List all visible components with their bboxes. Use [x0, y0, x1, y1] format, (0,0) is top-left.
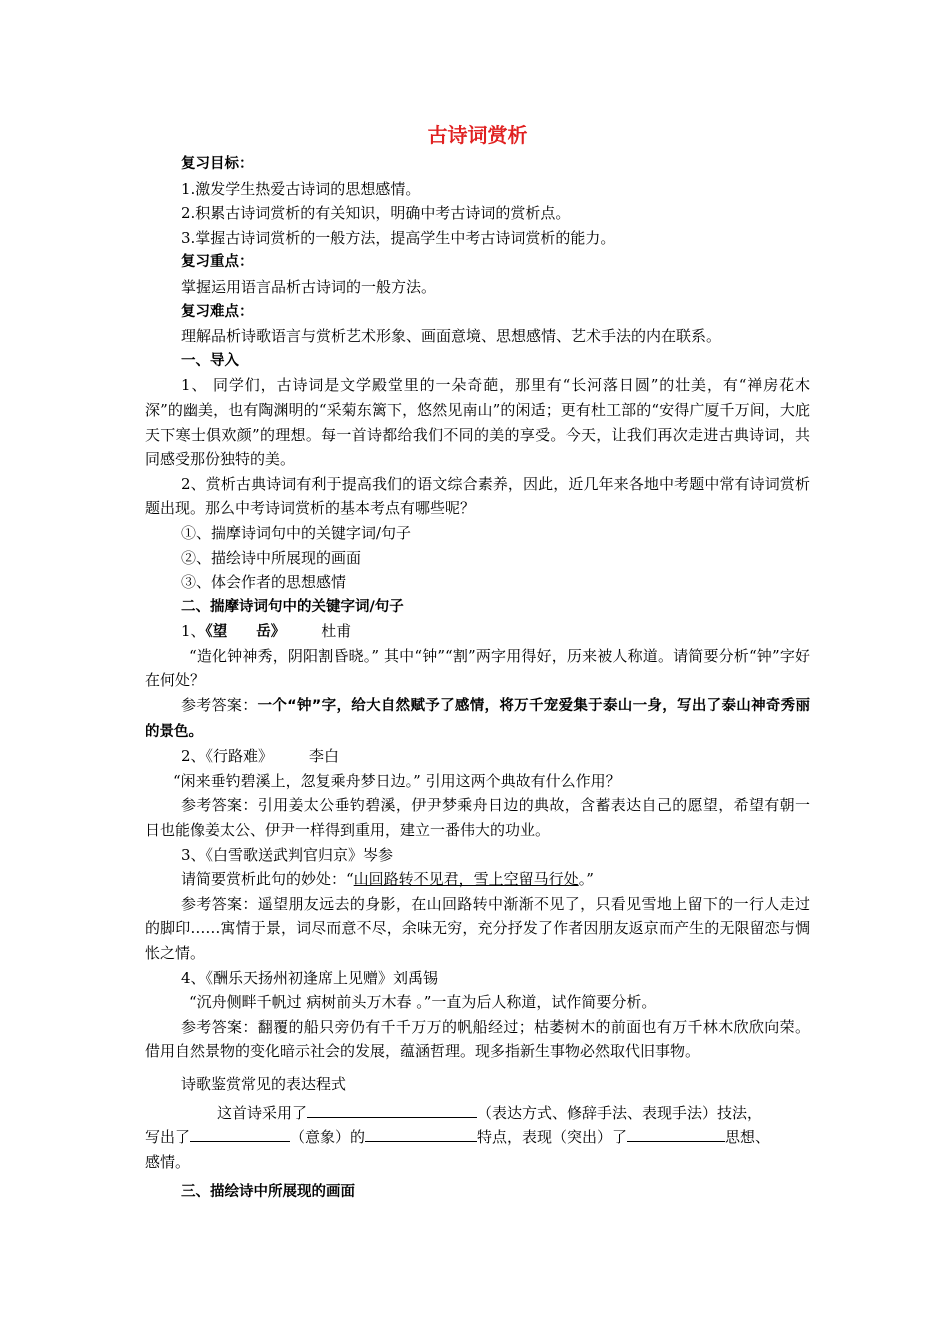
exam-point: ③、体会作者的思想感情 [181, 573, 347, 592]
objective-item: 1.激发学生热爱古诗词的思想感情。 [181, 179, 421, 198]
intro-heading: 一、导入 [181, 352, 239, 369]
difficulty-heading: 复习难点： [181, 303, 254, 320]
q3-quote: 山回路转不见君，雪上空留马行处 [353, 870, 579, 889]
objective-item: 3.掌握古诗词赏析的一般方法，提高学生中考古诗词赏析的能力。 [181, 228, 616, 247]
difficulty-text: 理解品析诗歌语言与赏析艺术形象、画面意境、思想感情、艺术手法的内在联系。 [181, 327, 722, 346]
question-3-answer: 参考答案：遥望朋友远去的身影，在山回路转中渐渐不见了，只看见雪地上留下的一行人走过的脚印……寓情于景，词尽而意不尽，余味无穷，充分抒发了作者因朋友返京而产生的无限留恋与惆怅之情。 [145, 894, 810, 962]
formula-line-3: 感情。 [145, 1152, 191, 1171]
formula-text: （意象）的 [290, 1128, 366, 1147]
formula-text: 思想、 [725, 1128, 771, 1147]
objective-item: 2.积累古诗词赏析的有关知识，明确中考古诗词的赏析点。 [181, 204, 571, 223]
q1-number: 1、 [181, 622, 206, 641]
q3-prefix: 请简要赏析此句的妙处：“ [181, 870, 354, 889]
formula-heading: 诗歌鉴赏常见的表达程式 [181, 1074, 347, 1093]
fill-blank [307, 1103, 477, 1118]
formula-text: （表达方式、修辞手法、表现手法）技法， [477, 1103, 763, 1122]
fill-blank [627, 1127, 725, 1142]
intro-paragraph-1: 1、 同学们，古诗词是文学殿堂里的一朵奇葩，那里有“长河落日圆”的壮美，有“禅房花木深”的幽美，也有陶渊明的“采菊东篱下，悠然见南山”的闲适；更有杜工部的“安得广厦千万间，大庇天下寒士俱欢颜”的理想。每一首诗都给我们不同的美的享受。今天，让我们再次走进古典诗词，共同感受那份独特的美。 [145, 376, 810, 469]
formula-text: 特点，表现（突出）了 [477, 1128, 628, 1147]
question-3-title: 3、《白雪歌送武判官归京》岑参 [181, 845, 394, 864]
q3-suffix: 。” [578, 870, 594, 889]
answer-text: 一个“钟”字，给大自然赋予了感情，将万千宠爱集于泰山一身，写出了泰山神奇秀丽的景色。 [145, 698, 810, 740]
intro-paragraph-2: 2、赏析古典诗词有利于提高我们的语文综合素养，因此，近几年来各地中考题中常有诗词赏析题出现。那么中考诗词赏析的基本考点有哪些呢？ [145, 474, 810, 518]
question-1-title [145, 619, 810, 644]
fill-blank [190, 1127, 290, 1142]
formula-text: 写出了 [145, 1128, 191, 1147]
q1-poem-title: 《望 岳》 [205, 624, 286, 641]
q2-author: 李白 [309, 747, 340, 766]
page-title: 古诗词赏析 [427, 123, 528, 147]
formula-line-1 [145, 1101, 810, 1126]
fill-blank [365, 1127, 477, 1142]
exam-point: ②、描绘诗中所展现的画面 [181, 548, 362, 567]
q1-author: 杜甫 [321, 622, 352, 641]
section3-heading: 三、描绘诗中所展现的画面 [181, 1184, 355, 1201]
question-4-text: “沉舟侧畔千帆过 病树前头万木春 。”一直为后人称道，试作简要分析。 [189, 993, 657, 1012]
question-4-answer: 参考答案：翻覆的船只旁仍有千千万万的帆船经过；枯萎树木的前面也有万千林木欣欣向荣。借用自然景物的变化暗示社会的发展，蕴涵哲理。现多指新生事物必然取代旧事物。 [145, 1017, 810, 1061]
answer-label: 参考答案： [181, 696, 258, 715]
question-4-title: 4、《酬乐天扬州初逢席上见赠》刘禹锡 [181, 968, 439, 987]
question-1-text: “造化钟神秀，阴阳割昏晓。” 其中“钟”“割”两字用得好，历来被人称道。请简要分析“钟”字好在何处？ [145, 646, 810, 690]
q2-poem-title: 2、《行路难》 [181, 747, 274, 766]
section2-heading: 二、揣摩诗词句中的关键字词/句子 [181, 598, 404, 615]
document-page [145, 120, 810, 1205]
objectives-heading: 复习目标： [181, 156, 254, 172]
formula-line-2 [145, 1125, 810, 1150]
question-2-answer: 参考答案：引用姜太公垂钓碧溪，伊尹梦乘舟日边的典故，含蓄表达自己的愿望，希望有朝一日也能像姜太公、伊尹一样得到重用，建立一番伟大的功业。 [145, 796, 810, 840]
formula-text: 这首诗采用了 [217, 1103, 308, 1122]
exam-point: ①、揣摩诗词句中的关键字词/句子 [181, 523, 412, 542]
question-1-answer [145, 693, 810, 744]
question-2-title [145, 744, 810, 769]
question-3-text [145, 867, 810, 892]
focus-heading: 复习重点： [181, 254, 254, 271]
question-2-text: “闲来垂钓碧溪上，忽复乘舟梦日边。” 引用这两个典故有什么作用？ [173, 771, 621, 790]
focus-text: 掌握运用语言品析古诗词的一般方法。 [181, 277, 437, 296]
